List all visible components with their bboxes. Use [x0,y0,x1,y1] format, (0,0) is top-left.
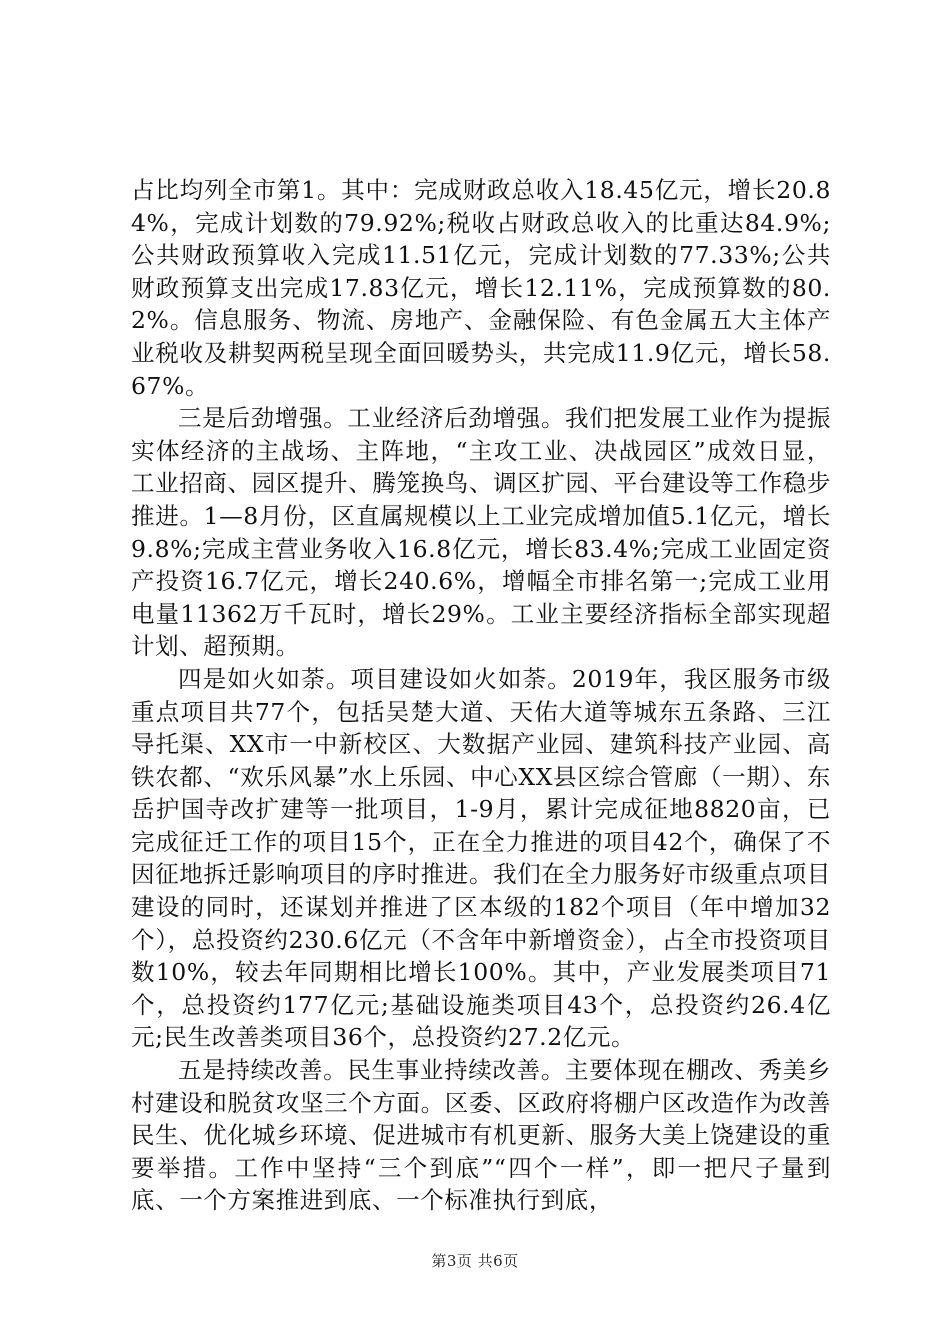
document-body [131,174,831,1217]
paragraph-livelihood-improvement: 五是持续改善。民生事业持续改善。主要体现在棚改、秀美乡村建设和脱贫攻坚三个方面。区委、区政府将棚户区改造作为改善民生、优化城乡环境、促进城市有机更新、服务大美上饶建设的重要举措。工作中坚持“三个到底”“四个一样”，即一把尺子量到底、一个方案推进到底、一个标准执行到底， [131,1056,831,1215]
paragraph-project-construction: 四是如火如荼。项目建设如火如荼。2019年，我区服务市级重点项目共77个，包括吴楚大道、天佑大道等城东五条路、三江导托渠、XX市一中新校区、大数据产业园、建筑科技产业园、高铁农都、“欢乐风暴”水上乐园、中心XX县区综合管廊（一期）、东岳护国寺改扩建等一批项目，1-9月，累计完成征地8820亩，已完成征迁工作的项目15个，正在全力推进的项目42个，确保了不因征地拆迁影响项目的序时推进。我们在全力服务好市级重点项目建设的同时，还谋划并推进了区本级的182个项目（年中增加32个），总投资约230.6亿元（不含年中新增资金），占全市投资项目数10%，较去年同期相比增长100%。其中，产业发展类项目71个，总投资约177亿元;基础设施类项目43个，总投资约26.4亿元;民生改善类项目36个，总投资约27.2亿元。 [131,664,831,1052]
paragraph-industrial-growth: 三是后劲增强。工业经济后劲增强。我们把发展工业作为提振实体经济的主战场、主阵地，“主攻工业、决战园区”成效日显，工业招商、园区提升、腾笼换鸟、调区扩园、平台建设等工作稳步推进。1—8月份，区直属规模以上工业完成增加值5.1亿元，增长9.8%;完成主营业务收入16.8亿元，增长83.4%;完成工业固定资产投资16.7亿元，增长240.6%，增幅全市排名第一;完成工业用电量11362万千瓦时，增长29%。工业主要经济指标全部实现超计划、超预期。 [131,404,831,661]
paragraph-fiscal-revenue: 占比均列全市第1。其中：完成财政总收入18.45亿元，增长20.84%，完成计划数的79.92%;税收占财政总收入的比重达84.9%;公共财政预算收入完成11.51亿元，完成计划数的77.33%;公共财政预算支出完成17.83亿元，增长12.11%，完成预算数的80.2%。信息服务、物流、房地产、金融保险、有色金属五大主体产业税收及耕契两税呈现全面回暖势头，共完成11.9亿元，增长58.67%。 [131,176,831,400]
page-number-footer: 第3页 共6页 [431,1252,519,1270]
